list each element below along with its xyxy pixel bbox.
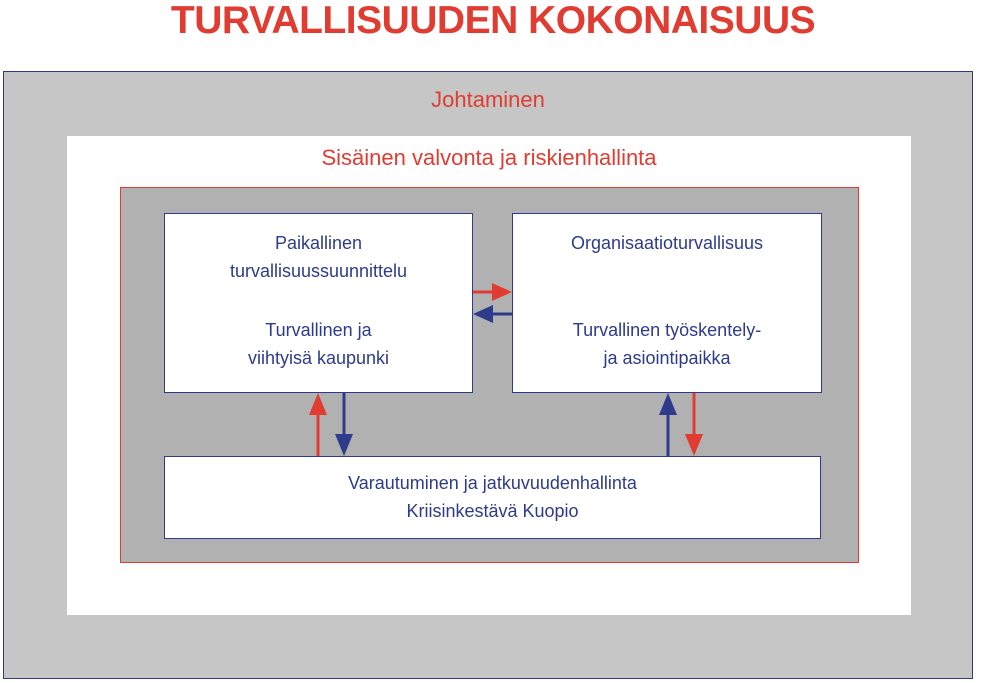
preparedness-line-2: Kriisinkestävä Kuopio	[406, 501, 579, 521]
local-safety-planning-box	[164, 213, 473, 393]
organisation-security-box	[512, 213, 822, 393]
organisation-security-line-2: Turvallinen työskentely-	[572, 320, 762, 340]
johtaminen-label: Johtaminen	[431, 87, 545, 112]
local-safety-line-2: turvallisuussuunnittelu	[229, 261, 408, 281]
organisation-security-line-1: Organisaatioturvallisuus	[570, 233, 764, 253]
preparedness-line-1: Varautuminen ja jatkuvuudenhallinta	[348, 473, 637, 493]
organisation-security-line-3: ja asiointipaikka	[603, 348, 731, 368]
local-safety-line-4: viihtyisä kaupunki	[247, 348, 390, 368]
local-safety-line-3: Turvallinen ja	[265, 320, 372, 340]
internal-control-label: Sisäinen valvonta ja riskienhallinta	[321, 145, 657, 170]
preparedness-continuity-box	[164, 456, 821, 539]
diagram-title: TURVALLISUUDEN KOKONAISUUS	[170, 0, 816, 42]
local-safety-line-1: Paikallinen	[274, 233, 363, 253]
